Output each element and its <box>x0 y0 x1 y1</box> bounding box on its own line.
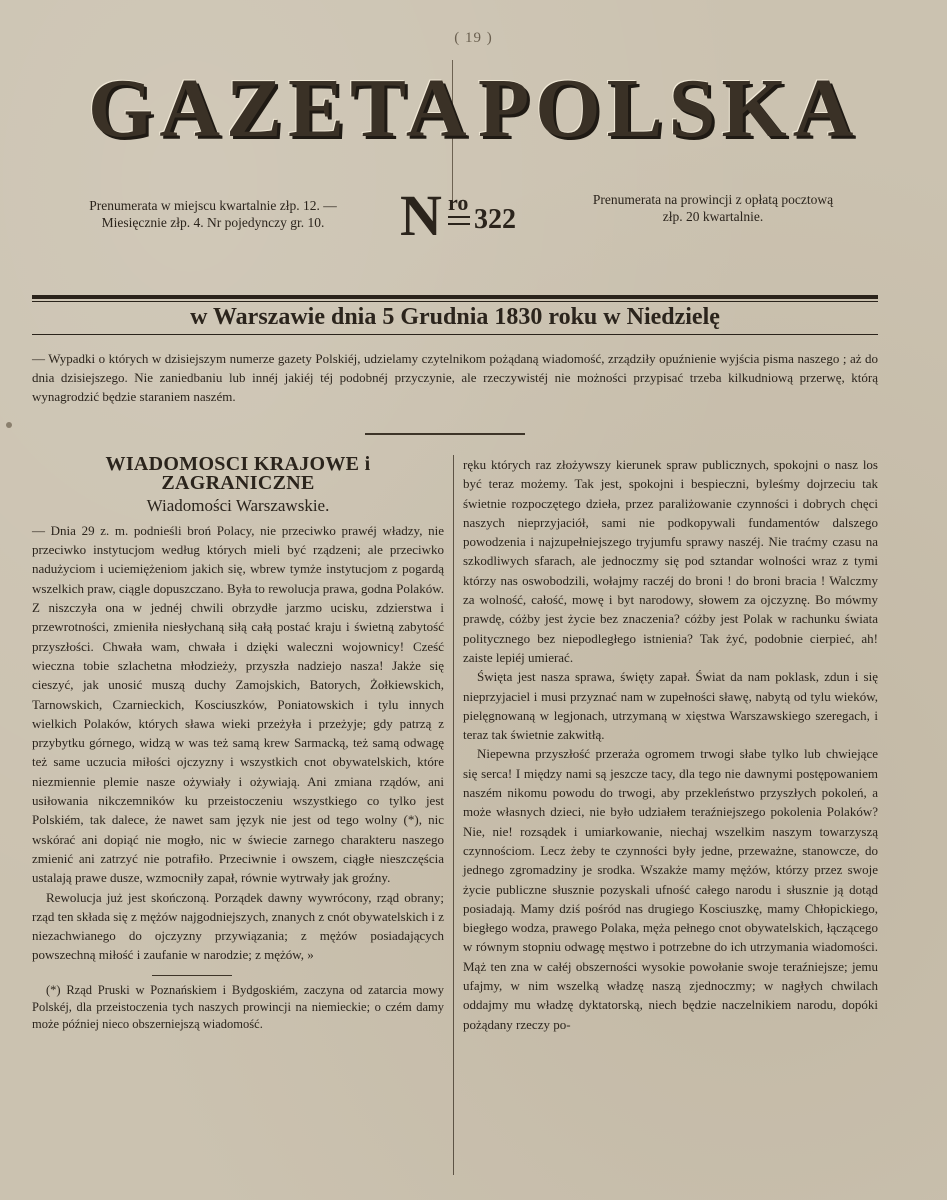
subscription-local: Prenumerata w miejscu kwartalnie złp. 12. — Miesięcznie złp. 4. Nr pojedynczy gr. 10. <box>89 198 337 230</box>
issue-number-block <box>400 183 560 248</box>
article-paragraph: Rewolucja już jest skończoną. Porządek dawny wywrócony, rząd obrany; rząd ten składa się z mężów najgodniejszych, znanych z cnót obywatelskich i z niezachwianego do ojczyzny przywiązania; z mężów posiadających powszechną miłość i zaufanie w narodzie; z mężów, » <box>32 889 444 963</box>
number-prefix: N <box>400 183 442 248</box>
page-number: ( 19 ) <box>454 30 493 46</box>
section-title: WIADOMOSCI KRAJOWE i ZAGRANICZNE <box>105 453 371 495</box>
number-suffix: ro <box>448 190 469 215</box>
editorial-notice: — Wypadki o których w dzisiejszym numerze gazety Polskiéj, udzielamy czytelnikom pożądaną wiadomość, zrządziły opuźnienie wyjścia pisma naszego ; aż do dnia dzisiejszego. Nie zaniedbaniu lub innéj jakiéj téj podobnéj przyczynie, ale rzeczywistéj nie możności przypisać trzeba kilkudniową przerwę, którą wynagrodzić będzie staraniem naszém. <box>32 351 878 404</box>
section-divider <box>365 433 525 435</box>
masthead <box>60 60 860 170</box>
top-thin-rule <box>32 301 878 302</box>
right-column <box>463 455 878 1034</box>
issue-number: 322 <box>474 204 516 235</box>
left-column <box>32 455 444 1033</box>
section-subtitle: Wiadomości Warszawskie. <box>146 495 330 515</box>
article-paragraph: Niepewna przyszłość przeraża ogromem trwogi słabe tylko lub chwiejące się serca! I między nami są jeszcze tacy, dla tego nie dawnymi postępowaniem naszém nikomu powodu do trwogi, aby przekleństwo przyszłych pokoleń, a może własnych dzieci, nie było udziałem teraźniejszego pokolenia Polaków? Nie, nie! rozsądek i umiarkowanie, niechaj wszelkim naszym towarzyszą czynnościom. Lecz żeby te czynności były jedne, przeważne, stanowcze, do jednego zgromadziny je srodka. Wszakże mamy mężów, którzy przez swoje życie publiczne słusznie pozyskali ufność całego narodu i słusznie ją dotąd posiadają. Mamy dziś pośród nas drugiego Kosciuszkę, mamy Chłopickiego, biegłego wodza, prawego Polaka, męża pełnego cnot obywatelskich, łączącego w równym stopniu odwagę męstwo i potrzebne do ich utrzymania wiadomości. Mąż ten zna w całéj obszerności wysokie powołanie swoje teraźniejsze; jemu ufajmy, w nim wszelką władzę naszą zjednoczmy; w nagłych chwilach oddajmy mu władzę dyktatorską, niech będzie naczelnikiem narodu, dopóki pożądany rzeczy po- <box>463 746 878 1032</box>
article-paragraph: — Dnia 29 z. m. podnieśli broń Polacy, nie przeciwko prawéj władzy, nie przeciwko instytucjom według których mieli być rządzeni; ale przeciwko nadużyciom i uciemiężeniom jakich się, wbrew tymże instytucjom z pogardą wszelkich praw, ciągle dopuszczano. Była to rewolucja prawa, godna Polaków. Z niszczyła ona w jednéj chwili obrzydłe jarzmo ucisku, zdzierstwa i przewrotności, zmieniła niesłychaną siłą całą postać kraju i świetną zabytość przyszłości. Chwała wam, chwała i dzięki waleczni wojownicy! Cześć wieczna tobie szlachetna młodzieży, przyszła nadziejo nasza! Jakże się cieszyć, jak unosić muszą duchy Zamojskich, Batorych, Żołkiewskich, Tarnowskich, Czarnieckich, Kosciuszków, Poniatowskich i tylu innych wielkich Polaków, których sława wieki przeżyła i przeżyje; gdy patrzą z przybytku górnego, widzą w was też samą krew Sarmacką, też samą odwagę też same uczucia miłości ojczyzny i wszystkich cnot obywatelskich, które niezmiennie plemie nasze ożywiały i ożywiają. Ani zmiana rządów, ani usiłowania nikczemników ku przeistoczeniu wszystkiego co tylko jest Polskiém, tak dalece, że nawet sam język nie jest od tego wolny (*), nic wskórać ani dopiąć nie mogło, nic w świecie zarnego charakteru naszego zmienić ani zatrzyć nie potrafiło. Przeciwnie i owszem, ciągłe nieszczęścia ustalają prawe dusze, wzmocniły zapał, równie wytrwały jak groźny. <box>32 522 444 886</box>
footnote-rule <box>152 975 232 976</box>
masthead-title-left: GAZETA <box>88 62 473 155</box>
footnote: (*) Rząd Pruski w Poznańskiem i Bydgoskiém, zaczyna od zatarcia mowy Polskéj, dla przeistoczenia tych naszych prowincji na niemieckie; o czém damy może później nieco obszerniejszą wiadomość. <box>32 982 444 1031</box>
dateline-bottom-rule <box>32 334 878 335</box>
subscription-province: Prenumerata na prowincji z opłatą pocztową złp. 20 kwartalnie. <box>592 192 834 224</box>
top-thick-rule <box>32 295 878 299</box>
page-hole-mark <box>6 422 12 428</box>
article-paragraph: Święta jest nasza sprawa, święty zapał. Świat da nam poklask, zdun i się nieprzyjaciel i musi przyznać nam w zupełności sławę, nabytą od tylu wieków, pielęgnowaną w legjonach, utrzymaną w xięstwa Warszawskiego szeregach, i teraz tak świetnie zakwitłą. <box>463 669 878 743</box>
dateline: w Warszawie dnia 5 Grudnia 1830 roku w Niedzielę <box>190 304 720 330</box>
article-paragraph: ręku których raz złożywszy kierunek spraw publicznych, spokojni o nasz los być teraz możemy. Tak jest, spokojni i bespieczni, byleśmy dojrzeciu tak świetnie rozpoczętego dzieła, przez paraliżowanie czynności i dobrych chęci naszych nieprzyjaciół, sami nie podkopywali fundamentów dalszego powodzenia i najzupełniejszego tryjumfu sprawy naszéj. Nie traćmy czasu na szkodliwych sfarach, ale jednoczmy się pod sztandar wolności wraz z tymi którzy nas oswobodzili, wołajmy raczéj do broni ! do broni bracia ! Walczmy za wolność, całość, mowę i byt narodowy, słowem za ojczyznę. Bo mówmy prawdę, cóżby jest życie bez znaczenia? cóżby jest Polak w rachunku świata politycznego bez niepodległego istnienia? Tak żyć, podobnie cierpieć, ah! zaiste lepiéj umierać. <box>463 457 878 665</box>
masthead-title-right: POLSKA <box>478 62 860 155</box>
number-equals-mark <box>448 216 470 225</box>
column-separator <box>453 455 454 1175</box>
